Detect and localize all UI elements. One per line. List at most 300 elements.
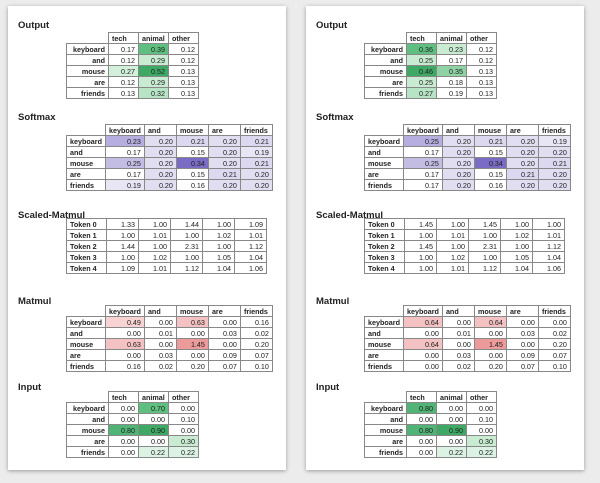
row-label-token-1: Token 1 xyxy=(365,230,405,241)
table-row xyxy=(67,436,199,447)
value-cell: 0.00 xyxy=(139,414,169,425)
row-label-mouse: mouse xyxy=(67,66,109,77)
header-corner xyxy=(67,392,109,403)
row-label-token-3: Token 3 xyxy=(365,252,405,263)
value-cell: 0.17 xyxy=(403,147,442,158)
table-row xyxy=(365,88,497,99)
value-cell: 1.04 xyxy=(235,252,267,263)
row-label-friends: friends xyxy=(365,447,407,458)
value-cell: 0.90 xyxy=(139,425,169,436)
value-cell: 0.00 xyxy=(467,403,497,414)
value-cell: 1.00 xyxy=(501,241,533,252)
value-cell: 0.01 xyxy=(442,328,474,339)
value-cell: 1.45 xyxy=(469,219,501,230)
table-row xyxy=(67,55,199,66)
row-label-and: and xyxy=(365,147,404,158)
value-cell: 1.00 xyxy=(107,230,139,241)
value-cell: 0.00 xyxy=(538,317,570,328)
row-label-token-0: Token 0 xyxy=(67,219,107,230)
table-row xyxy=(365,241,565,252)
table-row xyxy=(365,55,497,66)
table-row xyxy=(365,77,497,88)
value-cell: 0.20 xyxy=(208,180,240,191)
value-cell: 0.21 xyxy=(176,136,208,147)
value-cell: 0.25 xyxy=(407,77,437,88)
value-cell: 0.13 xyxy=(169,66,199,77)
softmax-table xyxy=(364,124,571,191)
value-cell: 0.17 xyxy=(105,169,144,180)
value-cell: 0.03 xyxy=(208,328,240,339)
value-cell: 1.05 xyxy=(203,252,235,263)
table-row xyxy=(365,414,497,425)
value-cell: 0.52 xyxy=(139,66,169,77)
value-cell: 0.20 xyxy=(442,158,474,169)
value-cell: 1.45 xyxy=(405,241,437,252)
value-cell: 1.02 xyxy=(139,252,171,263)
value-cell: 0.20 xyxy=(442,169,474,180)
value-cell: 1.44 xyxy=(171,219,203,230)
value-cell: 0.00 xyxy=(437,436,467,447)
value-cell: 0.20 xyxy=(240,180,272,191)
value-cell: 0.01 xyxy=(144,328,176,339)
value-cell: 0.00 xyxy=(403,361,442,372)
column-header-and: and xyxy=(144,306,176,317)
value-cell: 0.12 xyxy=(169,55,199,66)
row-label-friends: friends xyxy=(365,361,404,372)
value-cell: 0.23 xyxy=(437,44,467,55)
value-cell: 0.20 xyxy=(506,158,538,169)
table-row xyxy=(365,425,497,436)
value-cell: 0.64 xyxy=(403,339,442,350)
value-cell: 0.34 xyxy=(176,158,208,169)
value-cell: 0.64 xyxy=(403,317,442,328)
value-cell: 0.00 xyxy=(474,350,506,361)
value-cell: 0.29 xyxy=(139,55,169,66)
value-cell: 0.00 xyxy=(437,403,467,414)
row-label-token-0: Token 0 xyxy=(365,219,405,230)
column-header-keyboard: keyboard xyxy=(105,125,144,136)
value-cell: 0.49 xyxy=(105,317,144,328)
value-cell: 1.04 xyxy=(203,263,235,274)
row-label-are: are xyxy=(67,436,109,447)
table-row xyxy=(365,350,571,361)
column-header-are: are xyxy=(208,306,240,317)
section-title-matmul: Matmul xyxy=(316,296,350,307)
header-row xyxy=(365,125,571,136)
value-cell: 0.13 xyxy=(169,77,199,88)
value-cell: 0.00 xyxy=(437,414,467,425)
value-cell: 1.02 xyxy=(203,230,235,241)
value-cell: 1.00 xyxy=(469,230,501,241)
value-cell: 0.25 xyxy=(403,136,442,147)
value-cell: 0.25 xyxy=(105,158,144,169)
header-row xyxy=(67,306,273,317)
value-cell: 1.01 xyxy=(235,230,267,241)
value-cell: 0.20 xyxy=(144,180,176,191)
table-row xyxy=(67,252,267,263)
column-header-mouse: mouse xyxy=(176,306,208,317)
value-cell: 0.17 xyxy=(403,169,442,180)
column-header-animal: animal xyxy=(437,392,467,403)
section-title-softmax: Softmax xyxy=(18,112,56,123)
column-header-other: other xyxy=(467,33,497,44)
value-cell: 0.15 xyxy=(176,147,208,158)
value-cell: 0.20 xyxy=(442,136,474,147)
value-cell: 1.00 xyxy=(171,252,203,263)
table-row xyxy=(67,219,267,230)
value-cell: 0.80 xyxy=(109,425,139,436)
value-cell: 1.00 xyxy=(501,219,533,230)
scaled-matmul-table xyxy=(66,218,267,274)
value-cell: 0.20 xyxy=(538,339,570,350)
value-cell: 1.33 xyxy=(107,219,139,230)
value-cell: 0.27 xyxy=(109,66,139,77)
value-cell: 0.63 xyxy=(176,317,208,328)
table-row xyxy=(365,252,565,263)
row-label-and: and xyxy=(67,55,109,66)
value-cell: 0.16 xyxy=(105,361,144,372)
value-cell: 0.30 xyxy=(169,436,199,447)
input-table xyxy=(66,391,199,458)
row-label-and: and xyxy=(67,328,106,339)
row-label-token-3: Token 3 xyxy=(67,252,107,263)
table-row xyxy=(365,436,497,447)
table-row xyxy=(365,136,571,147)
value-cell: 0.07 xyxy=(506,361,538,372)
table-row xyxy=(67,403,199,414)
table-row xyxy=(365,328,571,339)
table-row xyxy=(67,136,273,147)
column-header-are: are xyxy=(506,125,538,136)
row-label-are: are xyxy=(67,169,106,180)
value-cell: 0.00 xyxy=(109,403,139,414)
row-label-mouse: mouse xyxy=(67,339,106,350)
value-cell: 0.23 xyxy=(105,136,144,147)
value-cell: 0.80 xyxy=(407,425,437,436)
row-label-and: and xyxy=(365,414,407,425)
column-header-animal: animal xyxy=(139,392,169,403)
table-row xyxy=(67,230,267,241)
value-cell: 0.16 xyxy=(240,317,272,328)
value-cell: 0.00 xyxy=(109,436,139,447)
value-cell: 0.00 xyxy=(407,436,437,447)
value-cell: 1.00 xyxy=(203,219,235,230)
value-cell: 0.32 xyxy=(139,88,169,99)
row-label-mouse: mouse xyxy=(67,158,106,169)
value-cell: 0.19 xyxy=(538,136,570,147)
row-label-are: are xyxy=(67,77,109,88)
value-cell: 0.00 xyxy=(144,317,176,328)
table-row xyxy=(365,447,497,458)
value-cell: 0.20 xyxy=(240,169,272,180)
value-cell: 1.00 xyxy=(139,241,171,252)
value-cell: 0.21 xyxy=(208,169,240,180)
row-label-keyboard: keyboard xyxy=(365,136,404,147)
value-cell: 0.13 xyxy=(467,77,497,88)
column-header-mouse: mouse xyxy=(176,125,208,136)
value-cell: 0.27 xyxy=(407,88,437,99)
table-row xyxy=(365,169,571,180)
value-cell: 1.01 xyxy=(437,263,469,274)
value-cell: 1.04 xyxy=(533,252,565,263)
column-header-animal: animal xyxy=(437,33,467,44)
value-cell: 0.15 xyxy=(474,169,506,180)
value-cell: 0.12 xyxy=(169,44,199,55)
value-cell: 1.09 xyxy=(107,263,139,274)
header-corner xyxy=(67,33,109,44)
table-row xyxy=(365,263,565,274)
header-corner xyxy=(67,125,106,136)
value-cell: 0.02 xyxy=(538,328,570,339)
value-cell: 0.25 xyxy=(403,158,442,169)
value-cell: 0.19 xyxy=(240,147,272,158)
section-title-scaled-matmul: Scaled-Matmul xyxy=(316,210,384,221)
row-label-are: are xyxy=(67,350,106,361)
value-cell: 0.00 xyxy=(176,350,208,361)
table-row xyxy=(67,317,273,328)
value-cell: 0.02 xyxy=(144,361,176,372)
value-cell: 0.10 xyxy=(467,414,497,425)
value-cell: 1.01 xyxy=(533,230,565,241)
value-cell: 0.00 xyxy=(208,339,240,350)
section-title-softmax: Softmax xyxy=(316,112,354,123)
value-cell: 0.90 xyxy=(437,425,467,436)
row-label-are: are xyxy=(365,169,404,180)
row-label-are: are xyxy=(365,350,404,361)
value-cell: 1.00 xyxy=(203,241,235,252)
table-row xyxy=(67,241,267,252)
value-cell: 0.36 xyxy=(407,44,437,55)
value-cell: 0.20 xyxy=(208,136,240,147)
value-cell: 1.00 xyxy=(437,241,469,252)
table-row xyxy=(67,350,273,361)
row-label-token-2: Token 2 xyxy=(67,241,107,252)
value-cell: 0.03 xyxy=(442,350,474,361)
value-cell: 0.19 xyxy=(437,88,467,99)
value-cell: 0.09 xyxy=(208,350,240,361)
value-cell: 1.00 xyxy=(405,230,437,241)
value-cell: 1.12 xyxy=(171,263,203,274)
value-cell: 0.18 xyxy=(437,77,467,88)
table-row xyxy=(365,44,497,55)
value-cell: 0.03 xyxy=(144,350,176,361)
row-label-friends: friends xyxy=(67,361,106,372)
value-cell: 0.07 xyxy=(538,350,570,361)
row-label-token-1: Token 1 xyxy=(67,230,107,241)
column-header-animal: animal xyxy=(139,33,169,44)
column-header-and: and xyxy=(442,306,474,317)
value-cell: 0.64 xyxy=(474,317,506,328)
row-label-and: and xyxy=(67,147,106,158)
value-cell: 0.00 xyxy=(176,328,208,339)
value-cell: 0.39 xyxy=(139,44,169,55)
table-row xyxy=(67,180,273,191)
value-cell: 1.09 xyxy=(235,219,267,230)
value-cell: 1.45 xyxy=(405,219,437,230)
column-header-friends: friends xyxy=(240,306,272,317)
value-cell: 0.22 xyxy=(467,447,497,458)
header-corner xyxy=(365,125,404,136)
value-cell: 0.02 xyxy=(442,361,474,372)
table-row xyxy=(365,158,571,169)
value-cell: 0.20 xyxy=(208,147,240,158)
value-cell: 0.20 xyxy=(176,361,208,372)
value-cell: 1.02 xyxy=(437,252,469,263)
column-header-other: other xyxy=(467,392,497,403)
value-cell: 0.10 xyxy=(240,361,272,372)
row-label-friends: friends xyxy=(67,88,109,99)
value-cell: 0.21 xyxy=(538,158,570,169)
column-header-are: are xyxy=(208,125,240,136)
value-cell: 0.20 xyxy=(538,169,570,180)
value-cell: 1.00 xyxy=(171,230,203,241)
row-label-token-2: Token 2 xyxy=(365,241,405,252)
output-table xyxy=(66,32,199,99)
row-label-keyboard: keyboard xyxy=(365,44,407,55)
value-cell: 0.19 xyxy=(105,180,144,191)
value-cell: 0.22 xyxy=(169,447,199,458)
value-cell: 0.00 xyxy=(105,350,144,361)
value-cell: 0.00 xyxy=(109,414,139,425)
softmax-table xyxy=(66,124,273,191)
value-cell: 0.00 xyxy=(403,350,442,361)
header-row xyxy=(365,392,497,403)
value-cell: 0.00 xyxy=(407,414,437,425)
column-header-tech: tech xyxy=(407,392,437,403)
value-cell: 0.12 xyxy=(109,77,139,88)
table-row xyxy=(67,328,273,339)
section-title-output: Output xyxy=(316,20,348,31)
row-label-mouse: mouse xyxy=(365,158,404,169)
value-cell: 0.00 xyxy=(407,447,437,458)
value-cell: 0.29 xyxy=(139,77,169,88)
value-cell: 0.12 xyxy=(467,55,497,66)
row-label-and: and xyxy=(365,328,404,339)
row-label-and: and xyxy=(67,414,109,425)
row-label-keyboard: keyboard xyxy=(67,136,106,147)
output-table xyxy=(364,32,497,99)
value-cell: 0.25 xyxy=(407,55,437,66)
table-row xyxy=(67,88,199,99)
column-header-other: other xyxy=(169,33,199,44)
value-cell: 1.02 xyxy=(501,230,533,241)
value-cell: 0.20 xyxy=(144,169,176,180)
row-label-keyboard: keyboard xyxy=(365,403,407,414)
table-row xyxy=(365,230,565,241)
value-cell: 0.12 xyxy=(467,44,497,55)
column-header-friends: friends xyxy=(538,306,570,317)
value-cell: 0.00 xyxy=(169,403,199,414)
table-row xyxy=(67,66,199,77)
value-cell: 0.46 xyxy=(407,66,437,77)
value-cell: 1.05 xyxy=(501,252,533,263)
column-header-tech: tech xyxy=(109,392,139,403)
value-cell: 0.20 xyxy=(506,136,538,147)
value-cell: 0.20 xyxy=(442,147,474,158)
table-row xyxy=(365,339,571,350)
value-cell: 1.01 xyxy=(437,230,469,241)
column-header-and: and xyxy=(144,125,176,136)
value-cell: 0.20 xyxy=(538,180,570,191)
table-row xyxy=(365,219,565,230)
value-cell: 0.12 xyxy=(109,55,139,66)
value-cell: 0.17 xyxy=(109,44,139,55)
value-cell: 0.15 xyxy=(474,147,506,158)
column-header-keyboard: keyboard xyxy=(403,125,442,136)
row-label-keyboard: keyboard xyxy=(67,317,106,328)
value-cell: 0.34 xyxy=(474,158,506,169)
value-cell: 2.31 xyxy=(469,241,501,252)
column-header-tech: tech xyxy=(407,33,437,44)
value-cell: 0.21 xyxy=(474,136,506,147)
left-panel xyxy=(8,6,286,470)
value-cell: 0.20 xyxy=(208,158,240,169)
value-cell: 0.35 xyxy=(437,66,467,77)
value-cell: 1.00 xyxy=(107,252,139,263)
table-row xyxy=(365,361,571,372)
value-cell: 1.01 xyxy=(139,263,171,274)
section-title-input: Input xyxy=(316,382,340,393)
column-header-friends: friends xyxy=(240,125,272,136)
value-cell: 0.20 xyxy=(538,147,570,158)
value-cell: 0.00 xyxy=(467,425,497,436)
value-cell: 0.00 xyxy=(169,425,199,436)
value-cell: 1.04 xyxy=(501,263,533,274)
value-cell: 0.17 xyxy=(437,55,467,66)
value-cell: 0.13 xyxy=(467,88,497,99)
value-cell: 0.15 xyxy=(176,169,208,180)
row-label-are: are xyxy=(365,436,407,447)
value-cell: 0.30 xyxy=(467,436,497,447)
row-label-mouse: mouse xyxy=(365,66,407,77)
value-cell: 0.00 xyxy=(442,339,474,350)
value-cell: 0.16 xyxy=(176,180,208,191)
value-cell: 0.07 xyxy=(208,361,240,372)
table-row xyxy=(365,317,571,328)
value-cell: 1.00 xyxy=(469,252,501,263)
row-label-friends: friends xyxy=(365,88,407,99)
value-cell: 1.00 xyxy=(139,219,171,230)
section-title-scaled-matmul: Scaled-Matmul xyxy=(18,210,86,221)
row-label-token-4: Token 4 xyxy=(365,263,405,274)
table-row xyxy=(67,44,199,55)
row-label-keyboard: keyboard xyxy=(67,44,109,55)
value-cell: 1.01 xyxy=(139,230,171,241)
table-row xyxy=(67,263,267,274)
value-cell: 0.20 xyxy=(240,339,272,350)
matmul-table xyxy=(66,305,273,372)
value-cell: 0.63 xyxy=(105,339,144,350)
row-label-keyboard: keyboard xyxy=(67,403,109,414)
header-corner xyxy=(365,392,407,403)
value-cell: 0.80 xyxy=(407,403,437,414)
value-cell: 0.00 xyxy=(109,447,139,458)
value-cell: 1.06 xyxy=(235,263,267,274)
row-label-friends: friends xyxy=(67,180,106,191)
value-cell: 0.17 xyxy=(403,180,442,191)
value-cell: 0.03 xyxy=(506,328,538,339)
section-title-matmul: Matmul xyxy=(18,296,52,307)
value-cell: 1.00 xyxy=(437,219,469,230)
column-header-tech: tech xyxy=(109,33,139,44)
value-cell: 0.10 xyxy=(169,414,199,425)
value-cell: 0.00 xyxy=(208,317,240,328)
value-cell: 0.02 xyxy=(240,328,272,339)
table-row xyxy=(365,180,571,191)
value-cell: 0.00 xyxy=(474,328,506,339)
value-cell: 0.00 xyxy=(506,317,538,328)
table-row xyxy=(67,414,199,425)
